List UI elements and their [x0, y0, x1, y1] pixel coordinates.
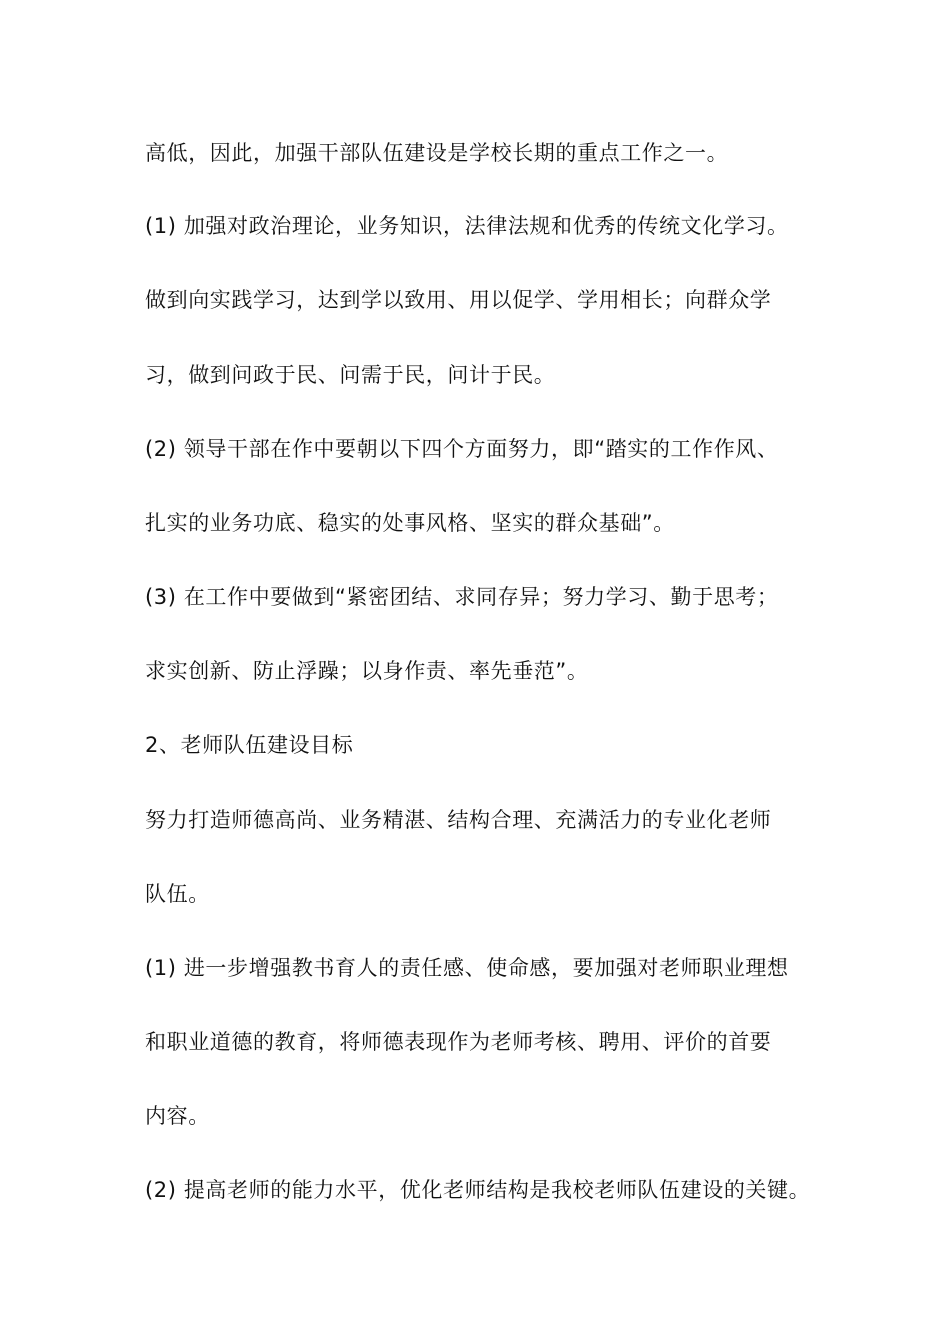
text-line: 扎实的业务功底、稳实的处事风格、坚实的群众基础”。	[145, 511, 675, 535]
text-line: 高低，因此，加强干部队伍建设是学校长期的重点工作之一。	[145, 141, 729, 165]
text-line: 内容。	[145, 1104, 210, 1128]
text-line: 和职业道德的教育，将师德表现作为老师考核、聘用、评价的首要	[145, 1030, 772, 1054]
section-heading: 2、老师队伍建设目标	[145, 733, 354, 757]
text-line: 求实创新、防止浮躁；以身作责、率先垂范”。	[145, 659, 589, 683]
text-line: (3) 在工作中要做到“紧密团结、求同存异；努力学习、勤于思考；	[145, 585, 779, 609]
text-line: 努力打造师德高尚、业务精湛、结构合理、充满活力的专业化老师	[145, 808, 772, 832]
text-line: (2) 提高老师的能力水平，优化老师结构是我校老师队伍建设的关键。	[145, 1178, 811, 1202]
text-line: (1) 进一步增强教书育人的责任感、使命感，要加强对老师职业理想	[145, 956, 789, 980]
text-line: 做到向实践学习，达到学以致用、用以促学、学用相长；向群众学	[145, 288, 772, 312]
text-line: (2) 领导干部在作中要朝以下四个方面努力，即“踏实的工作作风、	[145, 437, 779, 461]
text-line: 习，做到问政于民、问需于民，问计于民。	[145, 363, 556, 387]
text-line: (1) 加强对政治理论，业务知识，法律法规和优秀的传统文化学习。	[145, 214, 789, 238]
text-line: 队伍。	[145, 882, 210, 906]
